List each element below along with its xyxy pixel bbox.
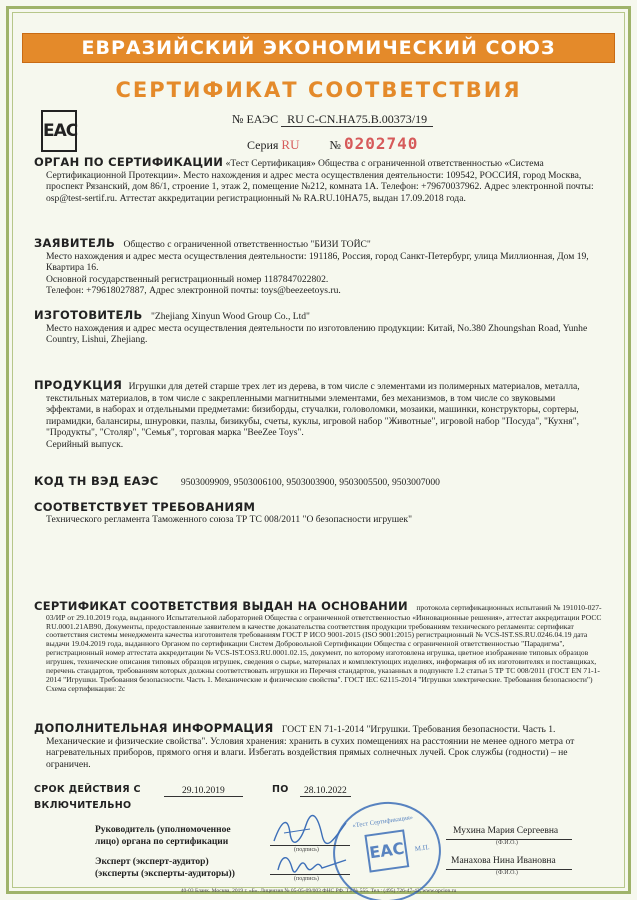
head-fio-caption: (Ф.И.О.) (496, 840, 518, 846)
basis-section (34, 601, 602, 694)
stamp-mp: М.П. (414, 843, 431, 854)
series-no-label: № (329, 138, 341, 152)
organ-heading: ОРГАН ПО СЕРТИФИКАЦИИ (34, 155, 224, 169)
series-label: Серия (247, 138, 279, 152)
basis-heading: СЕРТИФИКАТ СООТВЕТСТВИЯ ВЫДАН НА ОСНОВАНИИ (34, 599, 408, 613)
applicant-section (34, 238, 602, 297)
applicant-name: Общество с ограниченной ответственностью "БИЗИ ТОЙС" (123, 239, 371, 250)
tn-ved-heading: КОД ТН ВЭД ЕАЭС (34, 474, 159, 488)
tn-ved-codes: 9503009909, 9503006100, 9503003900, 9503005500, 9503007000 (180, 477, 440, 488)
additional-text: Механические и физические свойства". Условия хранения: хранить в сухих помещениях на расстоянии не менее одного метра от нагревательных приборов, прямого огня и влаги. Избегать воздействия прямых солнечных лучей. Срок службы (годности) – не ограничен. (46, 735, 575, 770)
head-label-1: Руководитель (уполномоченное (95, 825, 231, 835)
validity-from-date: 29.10.2019 (164, 786, 243, 797)
organ-section (34, 157, 602, 204)
expert-name: Манахова Нина Ивановна (451, 856, 556, 866)
additional-text-first: ГОСТ EN 71-1-2014 "Игрушки. Требования безопасности. Часть 1. (281, 724, 556, 735)
validity-to-label: ПО (272, 784, 289, 795)
basis-text-first: протокола сертификационных испытаний № 191010-027- (416, 603, 602, 612)
product-section (34, 380, 602, 451)
basis-scheme: Схема сертификации: 2с (46, 683, 126, 693)
registration-number-line (232, 112, 433, 127)
applicant-heading: ЗАЯВИТЕЛЬ (34, 236, 116, 250)
applicant-ogrn: Основной государственный регистрационный номер 1187847022802. (46, 273, 329, 285)
requirements-heading: СООТВЕТСТВУЕТ ТРЕБОВАНИЯМ (34, 500, 256, 514)
product-serial: Серийный выпуск. (46, 438, 124, 450)
basis-text: 03/ИР от 29.10.2019 года, выданного Испытательной лабораторией Общества с ограниченной ответственностью «Инновационные решения», аттестат аккредитации РОСС RU.0001.21АВ90, Документы, предоставленные заявителем в качестве доказательства соответствия продукции требованиям технического регламента: сертификат соответствия системы менеджмента качества изготовителя требованиям ГОСТ Р ИСО 9001-2015 (ISO 9001:2015) регистрационный № VCS-IST.SS.RU.0246.04.19 дата выдачи 19.04.2019 года, выданного Органом по сертификации Систем Добровольной Сертификации Общества с ограниченной ответственностью "Парадигма", регистрационный номер аттестата аккредитации № VCS-IST.OS3.RU.0001.02.15, документ, по которому изготовлена игрушка, цветное изображение типовых образцов игрушек, технические описания типовых образцов игрушек, сведения о сырье, материалах и комплектующих изделиях, информация об их изготовителях и поставщиках, перечень стандартов, требованиям которых должны соответствовать игрушки из Перечня стандартов, указанных в подпункте 1.2 статьи 5 ТР ТС 008/2011 (ГОСТ EN 71-1-2014 "Игрушки. Требования безопасности. Часть 1. Механические и физические свойства". ГОСТ IEC 62115-2014 "Игрушки электрические. Требования безопасности") (46, 612, 602, 684)
manufacturer-name: "Zhejiang Xinyun Wood Group Co., Ltd" (150, 311, 310, 322)
union-banner: ЕВРАЗИЙСКИЙ ЭКОНОМИЧЕСКИЙ СОЮЗ (22, 33, 615, 63)
applicant-address: Место нахождения и адрес места осуществления деятельности: 191186, Россия, город Санкт-Петербург, улица Миллионная, Дом 19, Квартира 16. (46, 250, 589, 274)
head-name: Мухина Мария Сергеевна (453, 826, 559, 836)
eac-logo-icon: EAC (41, 110, 77, 152)
expert-label-2: (эксперты (эксперты-аудиторы)) (95, 869, 235, 879)
tn-ved-section (34, 476, 602, 489)
manufacturer-heading: ИЗГОТОВИТЕЛЬ (34, 308, 143, 322)
applicant-contacts: Телефон: +79618027887, Адрес электронной почты: toys@beezeetoys.ru. (46, 285, 341, 297)
additional-heading: ДОПОЛНИТЕЛЬНАЯ ИНФОРМАЦИЯ (34, 721, 274, 735)
head-sign-caption: (подпись) (294, 847, 319, 853)
manufacturer-section (34, 310, 602, 346)
validity-from-label: СРОК ДЕЙСТВИЯ С (34, 784, 141, 795)
product-text: текстильных материалов, в том числе с закрепленными магнитными элементами, без механизмов, в том числе со звуковыми эффектами, в наборах и отдельными предметами: бизиборды, стучалки, головоломки, мозаики, машинки, конструкторы, сортеры, пирамидки, балансиры, шнуровки, пазлы, бизикубы, счеты, куклы, игровой набор "Животные", игровой набор "Посуда", "Кухня", "Продукты", "Столяр", "Семья", торговая марка "BeeZee Toys". (46, 392, 580, 439)
head-label-2: лицо) органа по сертификации (95, 837, 229, 847)
product-text-first: Игрушки для детей старше трех лет из дерева, в том числе с элементами из полимерных материалов, металла, (128, 381, 580, 392)
validity-inclusive-label: ВКЛЮЧИТЕЛЬНО (34, 800, 132, 811)
series-line (247, 134, 418, 153)
expert-fio-caption: (Ф.И.О.) (496, 870, 518, 876)
requirements-section (34, 502, 602, 525)
print-footer: 40-03 Бланк. Москва, 2019 г. «Б». Лицензия № 05-05-09/003 ФНС РФ. ТЗ № 555. Тел.: (495) 726-47-42, www.opcion.ru (180, 888, 457, 894)
series-value: RU (281, 137, 300, 152)
stamp-eac-icon: EAC (364, 829, 409, 872)
organ-text-first: «Тест Сертификация» Общества с ограниченной ответственностью «Система (225, 158, 544, 169)
head-signature-icon (270, 813, 350, 847)
reg-label: № ЕАЭС (232, 112, 279, 126)
additional-section (34, 723, 602, 770)
stamp-text: «Тест Сертификация» (352, 814, 414, 830)
product-heading: ПРОДУКЦИЯ (34, 378, 123, 392)
certificate-title: СЕРТИФИКАТ СООТВЕТСТВИЯ (115, 78, 522, 102)
expert-label-1: Эксперт (эксперт-аудитор) (95, 857, 209, 867)
organ-text: Сертификационной Протекции». Место нахождения и адрес места осуществления деятельности: 109542, РОССИЯ, город Москва, проспект Рязанский, дом 86/1, строение 1, этаж 2, помещение №212, комната 1А. Телефон: +79670037962. Адрес электронной почты: osp@test-sertif.ru. Аттестат аккредитации регистрационный № RA.RU.10НА75, выдан 17.09.2018 года. (46, 169, 594, 204)
series-number: 0202740 (343, 134, 419, 153)
validity-to-date: 28.10.2022 (300, 786, 351, 797)
validity-to-date-wrap (300, 786, 351, 796)
expert-sign-caption: (подпись) (294, 876, 319, 882)
manufacturer-address: Место нахождения и адрес места осуществления деятельности по изготовлению продукции: Китай, No.380 Zhoungshan Road, Yunhe Country, Lishui, Zhejiang. (46, 322, 588, 346)
expert-signature-icon (272, 846, 352, 876)
validity-from-date-wrap (164, 786, 243, 796)
reg-number: RU C-CN.HA75.B.00373/19 (281, 112, 433, 127)
requirements-text: Технического регламента Таможенного союза ТР ТС 008/2011 "О безопасности игрушек" (46, 513, 413, 525)
